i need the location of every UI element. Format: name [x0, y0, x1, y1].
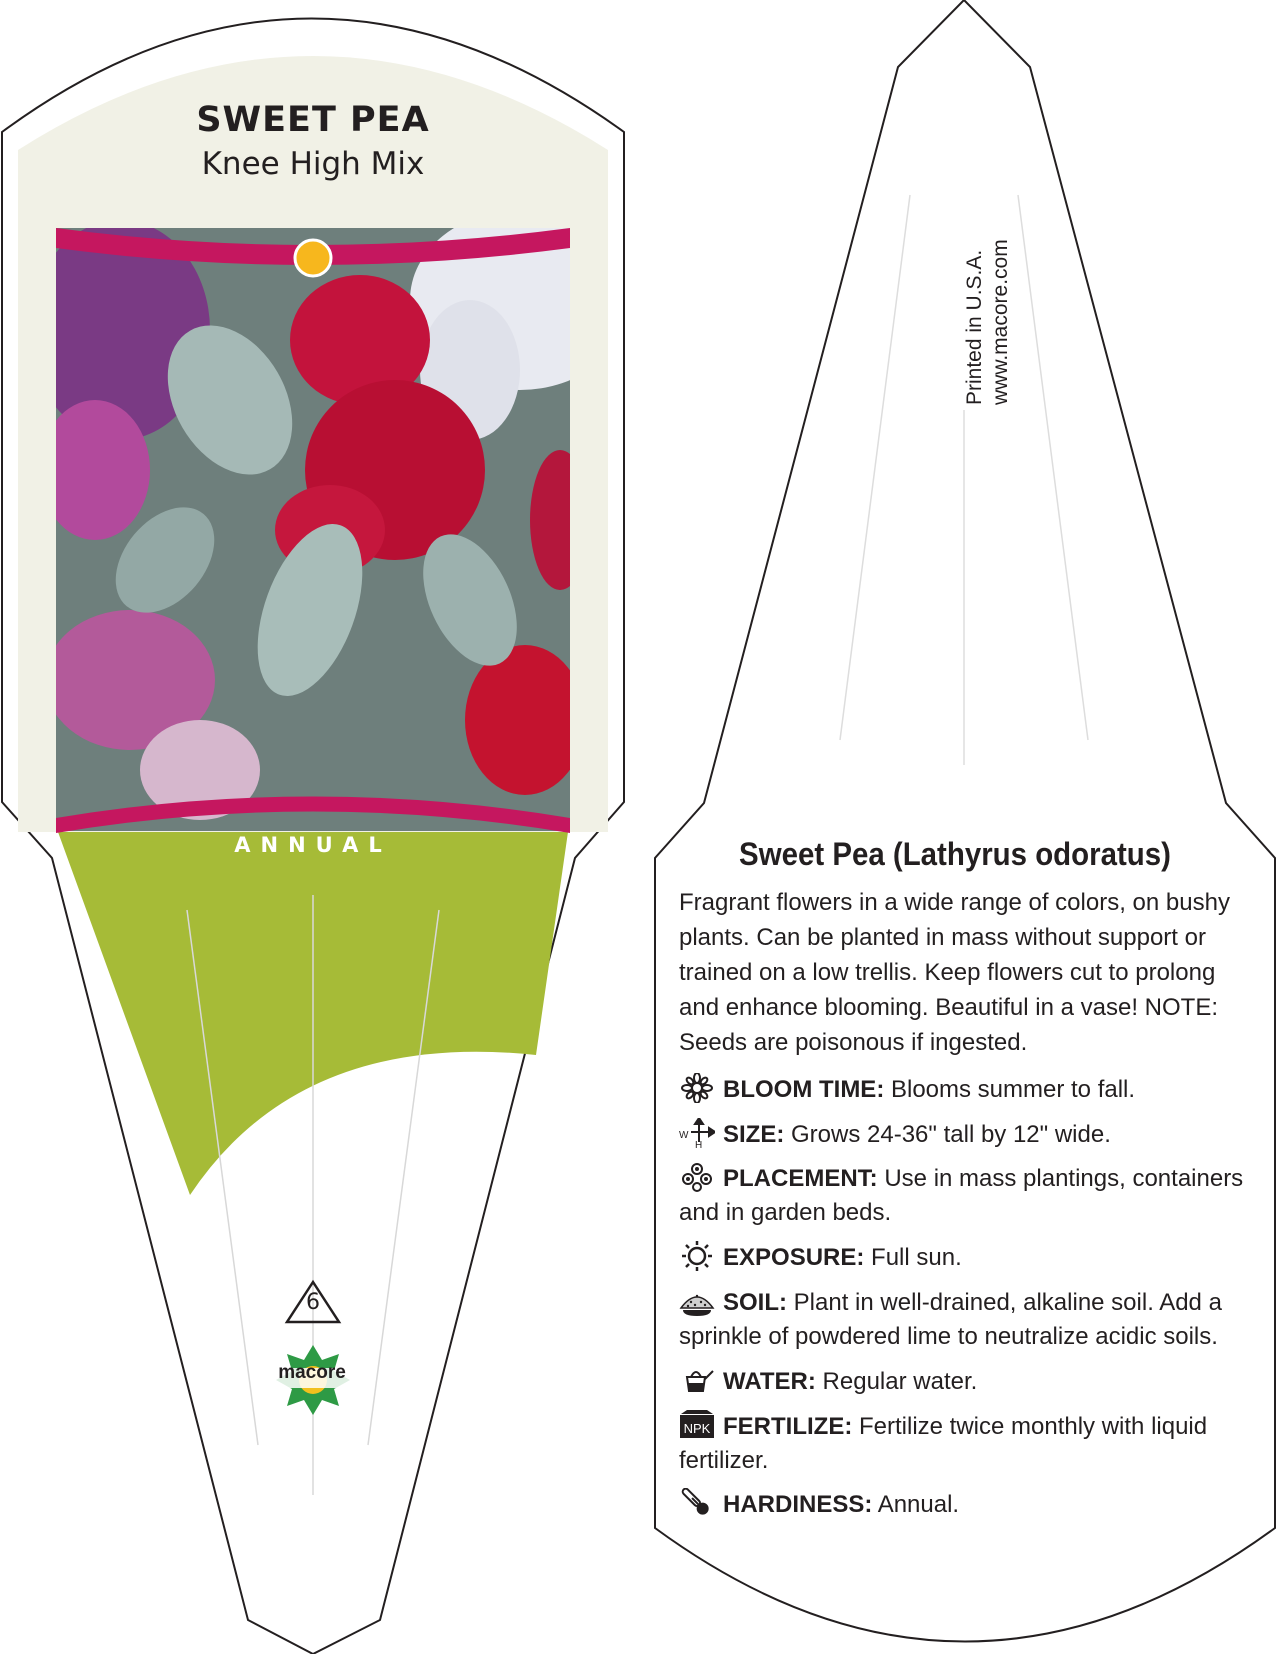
bloom-time-item	[679, 1073, 1254, 1107]
placement-item	[679, 1162, 1254, 1230]
hardiness-label: HARDINESS:	[723, 1491, 873, 1518]
size-arrows-icon	[679, 1118, 717, 1148]
placement-text: Use in mass plantings, containers and in garden beds.	[679, 1165, 1244, 1226]
exposure-label: EXPOSURE:	[723, 1244, 865, 1271]
hardiness-text: Annual.	[872, 1491, 960, 1518]
brand-name: macore	[278, 1362, 346, 1383]
npk-fertilizer-icon	[679, 1410, 717, 1440]
printed-in: Printed in U.S.A.	[963, 249, 986, 405]
size-item	[679, 1118, 1254, 1152]
soil-text: Plant in well-drained, alkaline soil. Add a sprinkle of powdered lime to neutralize acidic soils.	[679, 1289, 1222, 1350]
sun-icon	[679, 1241, 717, 1271]
size-icon-w: W	[679, 1130, 689, 1141]
recycle-number: 6	[306, 1290, 320, 1315]
variety-subtitle: Knee High Mix	[201, 146, 425, 182]
fertilize-label: FERTILIZE:	[723, 1413, 853, 1440]
plant-description: Fragrant flowers in a wide range of colors, on bushy plants. Can be planted in mass without support or trained on a low trellis. Keep flowers cut to prolong and enhance blooming. Beautiful in a vase! NOTE: Seeds are poisonous if ingested.	[679, 889, 1230, 1056]
bloom-time-text: Blooms summer to fall.	[884, 1076, 1136, 1103]
website: www.macore.com	[989, 239, 1012, 405]
size-label: SIZE:	[723, 1121, 785, 1148]
soil-item	[679, 1286, 1254, 1354]
size-text: Grows 24-36" tall by 12" wide.	[784, 1121, 1111, 1148]
yellow-dot	[295, 240, 331, 276]
size-icon-h: H	[695, 1140, 703, 1148]
exposure-text: Full sun.	[864, 1244, 962, 1271]
water-text: Regular water.	[815, 1368, 978, 1395]
hardiness-item	[679, 1488, 1254, 1522]
bloom-time-label: BLOOM TIME:	[723, 1076, 885, 1103]
npk-text: NPK	[683, 1421, 711, 1436]
thermometer-icon	[679, 1488, 717, 1518]
back-title: Sweet Pea (Lathyrus odoratus)	[739, 836, 1171, 872]
fertilize-text: Fertilize twice monthly with liquid fertilizer.	[679, 1413, 1208, 1474]
water-label: WATER:	[723, 1368, 816, 1395]
placement-label: PLACEMENT:	[723, 1165, 878, 1192]
soil-label: SOIL:	[723, 1289, 787, 1316]
soil-icon	[679, 1286, 717, 1316]
watering-can-icon	[679, 1365, 717, 1395]
category-label: ANNUAL	[234, 833, 392, 857]
water-item	[679, 1365, 1254, 1399]
plant-name-title: SWEET PEA	[196, 100, 430, 140]
fertilize-item	[679, 1410, 1254, 1478]
print-info	[962, 239, 1014, 405]
flower-icon	[679, 1073, 717, 1103]
placement-flowers-icon	[679, 1162, 717, 1192]
sweet-pea-photo	[30, 210, 630, 831]
exposure-item	[679, 1241, 1254, 1275]
